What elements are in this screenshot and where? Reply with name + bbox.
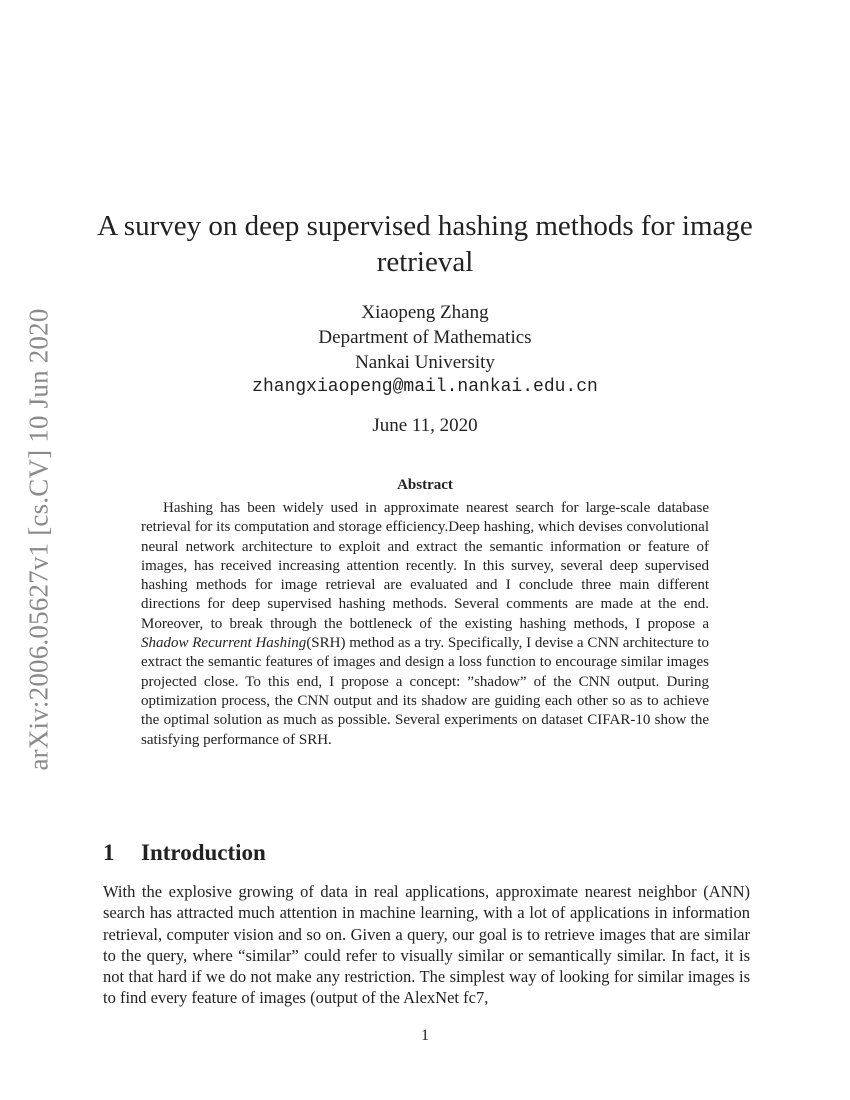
abstract-heading: Abstract — [397, 477, 453, 493]
abstract-text-part-2: (SRH) method as a try. Specifically, I devise a CNN architecture to extract the semantic features of images and design a loss function to encourage similar images projected close. To this end, I propose a concept: ”shadow” of the CNN output. During optimization process, the CNN output and its shadow are guiding each other so as to achieve the optimal solution as much as possible. Several experiments on dataset CIFAR-10 show the satisfying performance of SRH. — [141, 635, 710, 748]
author-name: Xiaopeng Zhang — [361, 302, 489, 323]
section-heading — [103, 840, 266, 866]
paper-title: A survey on deep supervised hashing methods for image retrieval — [97, 210, 753, 278]
introduction-text: With the explosive growing of data in real applications, approximate nearest neighbor (ANN) search has attracted much attention in machine learning, with a lot of applications in information retrieval, computer vision and so on. Given a query, our goal is to retrieve images that are similar to the query, where “similar” could refer to visually similar or semantically similar. In fact, it is not that hard if we do not make any restriction. The simplest way of looking for similar images is to find every feature of images (output of the AlexNet fc7, — [103, 882, 750, 1008]
arxiv-identifier-text: arXiv:2006.05627v1 [cs.CV] 10 Jun 2020 — [23, 307, 54, 771]
author-block — [0, 300, 850, 400]
author-email: zhangxiaopeng@mail.nankai.edu.cn — [252, 377, 598, 397]
section-title: Introduction — [141, 840, 266, 865]
method-name: Shadow Recurrent Hashing — [141, 635, 307, 652]
section-number: 1 — [103, 840, 115, 865]
page-number: 1 — [421, 1027, 429, 1044]
abstract-text — [141, 499, 709, 750]
author-university: Nankai University — [355, 352, 495, 373]
author-department: Department of Mathematics — [318, 327, 532, 348]
abstract-text-part-1: Hashing has been widely used in approximate nearest search for large-scale database retrieval for its computation and storage efficiency.Deep hashing, which devises convolutional neural network architecture to exploit and extract the semantic information or feature of images, has received increasing attention recently. In this survey, several deep supervised hashing methods for image retrieval are evaluated and I conclude three main different directions for deep supervised hashing methods. Several comments are made at the end. Moreover, to break through the bottleneck of the existing hashing methods, I propose a — [141, 500, 709, 632]
paper-date: June 11, 2020 — [372, 415, 478, 436]
